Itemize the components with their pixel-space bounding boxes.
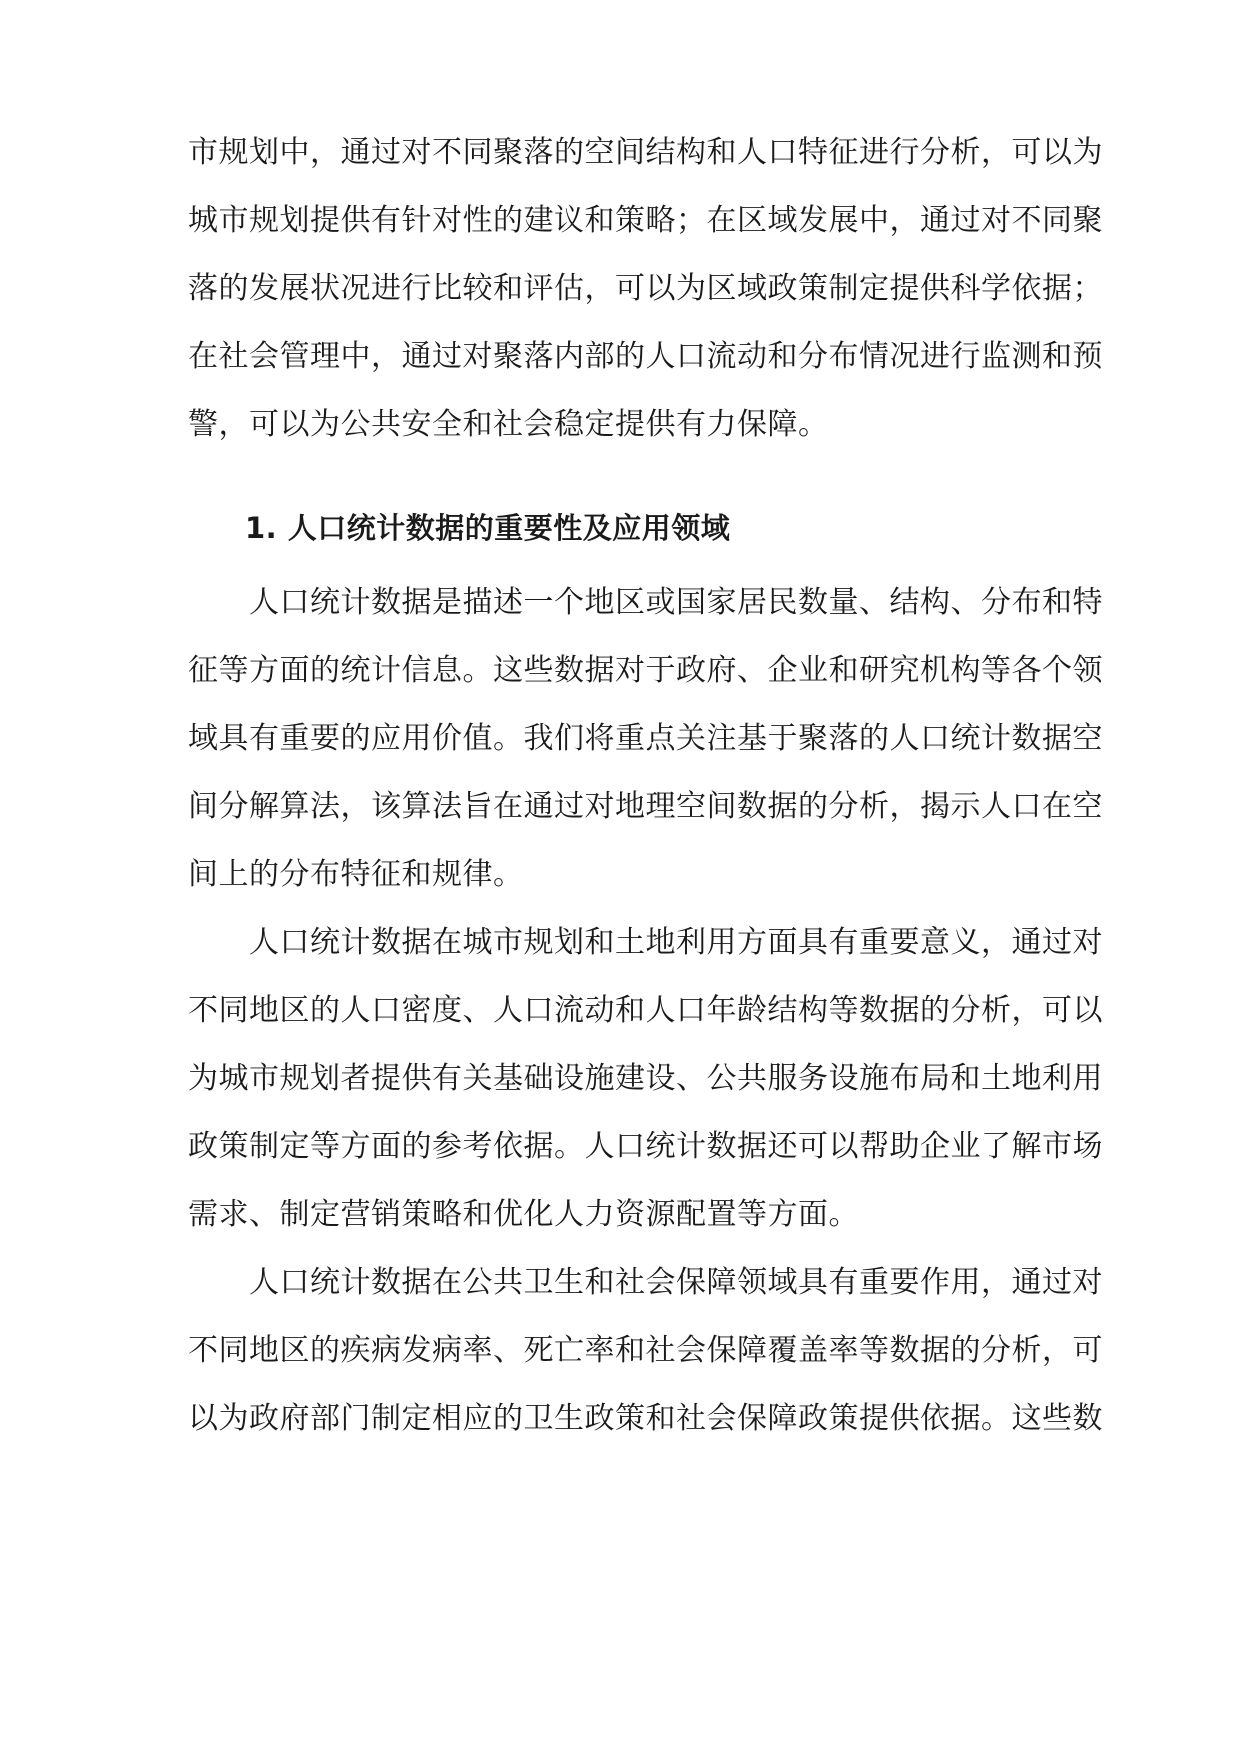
paragraph-1-line-4: 间分解算法，该算法旨在通过对地理空间数据的分析，揭示人口在空: [188, 789, 1103, 824]
paragraph-top-line-4: 在社会管理中，通过对聚落内部的人口流动和分布情况进行监测和预: [188, 339, 1103, 374]
paragraph-top-line-3: 落的发展状况进行比较和评估，可以为区域政策制定提供科学依据；: [188, 271, 1103, 306]
paragraph-2-line-2: 不同地区的人口密度、人口流动和人口年龄结构等数据的分析，可以: [188, 993, 1103, 1028]
paragraph-3-line-1: 人口统计数据在公共卫生和社会保障领域具有重要作用，通过对: [188, 1265, 1103, 1300]
paragraph-3-line-3: 以为政府部门制定相应的卫生政策和社会保障政策提供依据。这些数: [188, 1401, 1103, 1436]
paragraph-2-line-1: 人口统计数据在城市规划和土地利用方面具有重要意义，通过对: [188, 925, 1103, 960]
paragraph-1-line-2: 征等方面的统计信息。这些数据对于政府、企业和研究机构等各个领: [188, 653, 1103, 688]
paragraph-2-line-5: 需求、制定营销策略和优化人力资源配置等方面。: [188, 1197, 859, 1232]
paragraph-top-line-5: 警，可以为公共安全和社会稳定提供有力保障。: [188, 407, 829, 442]
paragraph-1-line-3: 域具有重要的应用价值。我们将重点关注基于聚落的人口统计数据空: [188, 721, 1103, 756]
paragraph-top-line-1: 市规划中，通过对不同聚落的空间结构和人口特征进行分析，可以为: [188, 135, 1103, 170]
paragraph-3-line-2: 不同地区的疾病发病率、死亡率和社会保障覆盖率等数据的分析，可: [188, 1333, 1103, 1368]
paragraph-2-line-3: 为城市规划者提供有关基础设施建设、公共服务设施布局和土地利用: [188, 1061, 1103, 1096]
paragraph-1-line-5: 间上的分布特征和规律。: [188, 857, 524, 892]
section-heading: 1. 人口统计数据的重要性及应用领域: [245, 511, 731, 545]
paragraph-top-line-2: 城市规划提供有针对性的建议和策略；在区域发展中，通过对不同聚: [188, 203, 1103, 238]
paragraph-1-line-1: 人口统计数据是描述一个地区或国家居民数量、结构、分布和特: [188, 585, 1103, 620]
paragraph-2-line-4: 政策制定等方面的参考依据。人口统计数据还可以帮助企业了解市场: [188, 1129, 1103, 1164]
